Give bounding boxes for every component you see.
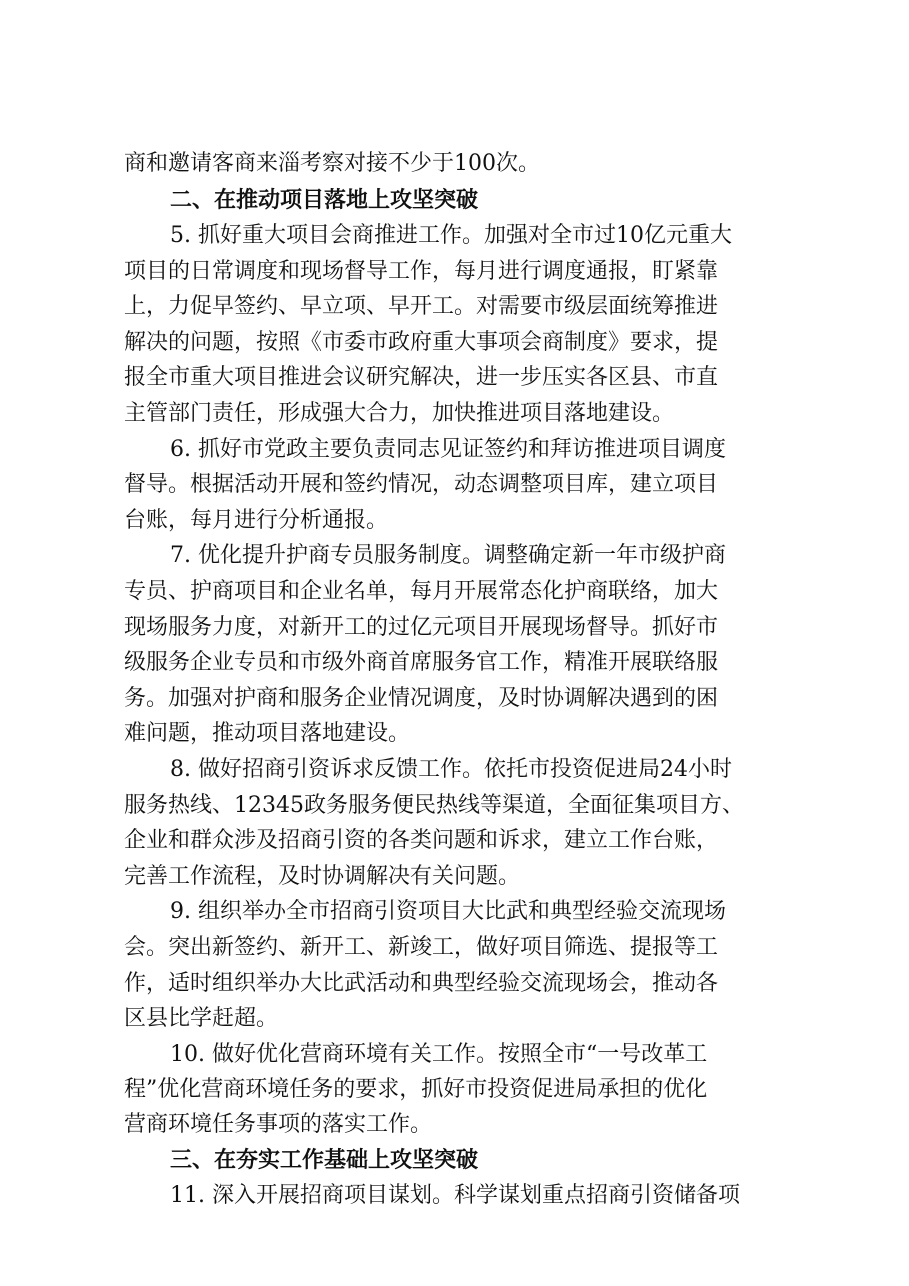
section-heading: 二、在推动项目落地上攻坚突破 bbox=[170, 188, 479, 213]
paragraph-line: 8. 做好招商引资诉求反馈工作。依托市投资促进局24小时 bbox=[170, 757, 732, 782]
paragraph-line: 现场服务力度，对新开工的过亿元项目开展现场督导。抓好市 bbox=[124, 615, 719, 640]
paragraph-line: 上，力促早签约、早立项、早开工。对需要市级层面统筹推进 bbox=[124, 294, 719, 319]
paragraph-line: 难问题，推动项目落地建设。 bbox=[124, 721, 411, 746]
section-heading: 三、在夯实工作基础上攻坚突破 bbox=[170, 1148, 479, 1173]
paragraph-line: 7. 优化提升护商专员服务制度。调整确定新一年市级护商 bbox=[170, 543, 726, 568]
paragraph-line: 6. 抓好市党政主要负责同志见证签约和拜访推进项目调度 bbox=[170, 437, 726, 462]
paragraph-line: 商和邀请客商来淄考察对接不少于100次。 bbox=[124, 151, 540, 176]
paragraph-line: 完善工作流程，及时协调解决有关问题。 bbox=[124, 864, 521, 889]
paragraph-line: 级服务企业专员和市级外商首席服务官工作，精准开展联络服 bbox=[124, 650, 719, 675]
paragraph-line: 解决的问题，按照《市委市政府重大事项会商制度》要求，提 bbox=[124, 330, 719, 355]
paragraph-line: 专员、护商项目和企业名单，每月开展常态化护商联络，加大 bbox=[124, 579, 719, 604]
paragraph-line: 台账，每月进行分析通报。 bbox=[124, 508, 389, 533]
paragraph-line: 程”优化营商环境任务的要求，抓好市投资促进局承担的优化 bbox=[124, 1077, 708, 1102]
paragraph-line: 10. 做好优化营商环境有关工作。按照全市“一号改革工 bbox=[170, 1042, 708, 1067]
paragraph-line: 主管部门责任，形成强大合力，加快推进项目落地建设。 bbox=[124, 401, 675, 426]
paragraph-line: 服务热线、12345政务服务便民热线等渠道，全面征集项目方、 bbox=[124, 793, 744, 818]
paragraph-line: 5. 抓好重大项目会商推进工作。加强对全市过10亿元重大 bbox=[170, 223, 732, 248]
paragraph-line: 项目的日常调度和现场督导工作，每月进行调度通报，盯紧靠 bbox=[124, 259, 719, 284]
paragraph-line: 会。突出新签约、新开工、新竣工，做好项目筛选、提报等工 bbox=[124, 935, 719, 960]
paragraph-line: 区县比学赶超。 bbox=[124, 1006, 279, 1031]
paragraph-line: 作，适时组织举办大比武活动和典型经验交流现场会，推动各 bbox=[124, 971, 719, 996]
paragraph-line: 务。加强对护商和服务企业情况调度，及时协调解决遇到的困 bbox=[124, 686, 719, 711]
paragraph-line: 企业和群众涉及招商引资的各类问题和诉求，建立工作台账， bbox=[124, 828, 719, 853]
paragraph-line: 9. 组织举办全市招商引资项目大比武和典型经验交流现场 bbox=[170, 899, 726, 924]
paragraph-line: 报全市重大项目推进会议研究解决，进一步压实各区县、市直 bbox=[124, 365, 719, 390]
paragraph-line: 营商环境任务事项的落实工作。 bbox=[124, 1112, 433, 1137]
paragraph-line: 督导。根据活动开展和签约情况，动态调整项目库，建立项目 bbox=[124, 472, 719, 497]
paragraph-line: 11. 深入开展招商项目谋划。科学谋划重点招商引资储备项 bbox=[170, 1183, 740, 1208]
